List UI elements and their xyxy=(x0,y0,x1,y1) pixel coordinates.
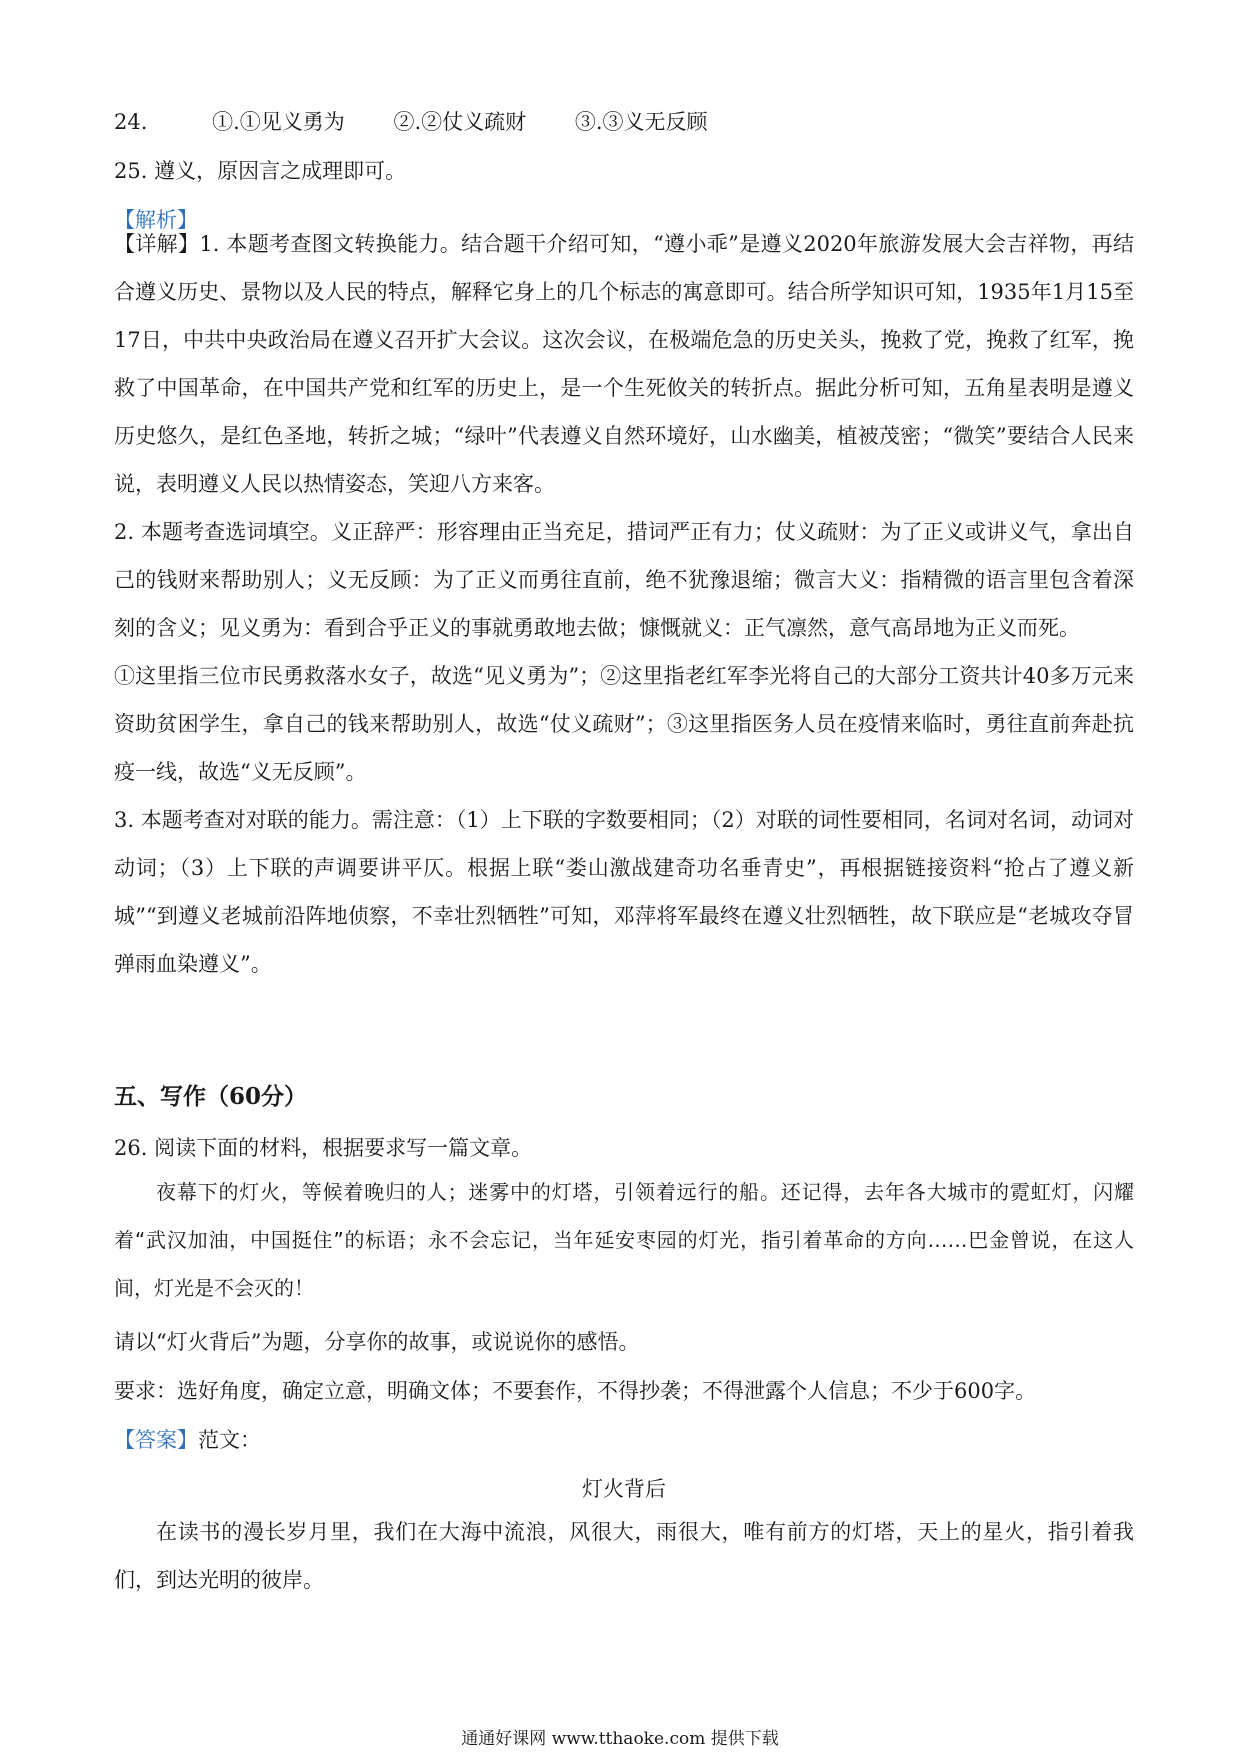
detail-paragraph-2: 2. 本题考查选词填空。义正辞严：形容理由正当充足，措词严正有力；仗义疏财：为了正义或讲义气，拿出自己的钱财来帮助别人；义无反顾：为了正义而勇往直前，绝不犹豫退缩；微言大义：指精微的语言里包含着深刻的含义；见义勇为：看到合乎正义的事就勇敢地去做；慷慨就义：正气凛然，意气高昂地为正义而死。 xyxy=(114,520,1134,640)
q24-option-1: ①.①见义勇为 xyxy=(212,110,345,134)
detail-paragraph-1 xyxy=(114,220,1134,508)
q26-material: 夜幕下的灯火，等候着晚归的人；迷雾中的灯塔，引领着远行的船。还记得，去年各大城市的霓虹灯，闪耀着“武汉加油，中国挺住”的标语；永不会忘记，当年延安枣园的灯光，指引着革命的方向……巴金曾说，在这人间，灯光是不会灭的！ xyxy=(114,1180,1134,1300)
q26-prompt: 26. 阅读下面的材料，根据要求写一篇文章。 xyxy=(114,1136,533,1160)
detail-p1-text: 1. 本题考查图文转换能力。结合题干介绍可知，“遵小乖”是遵义2020年旅游发展大会吉祥物，再结合遵义历史、景物以及人民的特点，解释它身上的几个标志的寓意即可。结合所学知识可知，1935年1月15至17日，中共中央政治局在遵义召开扩大会议。这次会议，在极端危急的历史关头，挽救了党，挽救了红军，挽救了中国革命，在中国共产党和红军的历史上，是一个生死攸关的转折点。据此分析可知，五角星表明是遵义历史悠久，是红色圣地，转折之城；“绿叶”代表遵义自然环境好，山水幽美，植被茂密；“微笑”要结合人民来说，表明遵义人民以热情姿态，笑迎八方来客。 xyxy=(114,232,1135,496)
page-footer: 通通好课网 www.tthaoke.com 提供下载 xyxy=(461,1729,779,1749)
answer-prefix: 范文： xyxy=(198,1428,261,1452)
q24-option-3: ③.③义无反顾 xyxy=(574,110,708,134)
q24-row xyxy=(114,106,1134,136)
detail-paragraph-3: ①这里指三位市民勇救落水女子，故选“见义勇为”；②这里指老红军李光将自己的大部分工资共计40多万元来资助贫困学生，拿自己的钱来帮助别人，故选“仗义疏财”；③这里指医务人员在疫情来临时，勇往直前奔赴抗疫一线，故选“义无反顾”。 xyxy=(114,664,1134,784)
q25-answer: 25. 遵义，原因言之成理即可。 xyxy=(114,159,407,183)
essay-paragraph: 在读书的漫长岁月里，我们在大海中流浪，风很大，雨很大，唯有前方的灯塔，天上的星火，指引着我们，到达光明的彼岸。 xyxy=(114,1520,1134,1592)
q24-number: 24. xyxy=(114,110,148,134)
answer-label: 【答案】 xyxy=(114,1428,198,1452)
detail-label: 【详解】 xyxy=(114,232,200,256)
q26-instruction: 请以“灯火背后”为题，分享你的故事，或说说你的感悟。 xyxy=(114,1330,640,1354)
section-heading: 五、写作（60分） xyxy=(114,1083,308,1110)
analysis-label: 【解析】 xyxy=(114,208,198,232)
q26-requirements: 要求：选好角度，确定立意，明确文体；不要套作，不得抄袭；不得泄露个人信息；不少于600字。 xyxy=(114,1379,1037,1403)
answer-row xyxy=(114,1424,1134,1454)
q24-option-2: ②.②仗义疏财 xyxy=(393,110,527,134)
essay-title: 灯火背后 xyxy=(582,1477,666,1501)
detail-paragraph-4: 3. 本题考查对对联的能力。需注意：（1）上下联的字数要相同；（2）对联的词性要相同，名词对名词，动词对动词；（3）上下联的声调要讲平仄。根据上联“娄山激战建奇功名垂青史”，再根据链接资料“抢占了遵义新城”“到遵义老城前沿阵地侦察，不幸壮烈牺牲”可知，邓萍将军最终在遵义壮烈牺牲，故下联应是“老城攻夺冒弹雨血染遵义”。 xyxy=(114,808,1134,976)
